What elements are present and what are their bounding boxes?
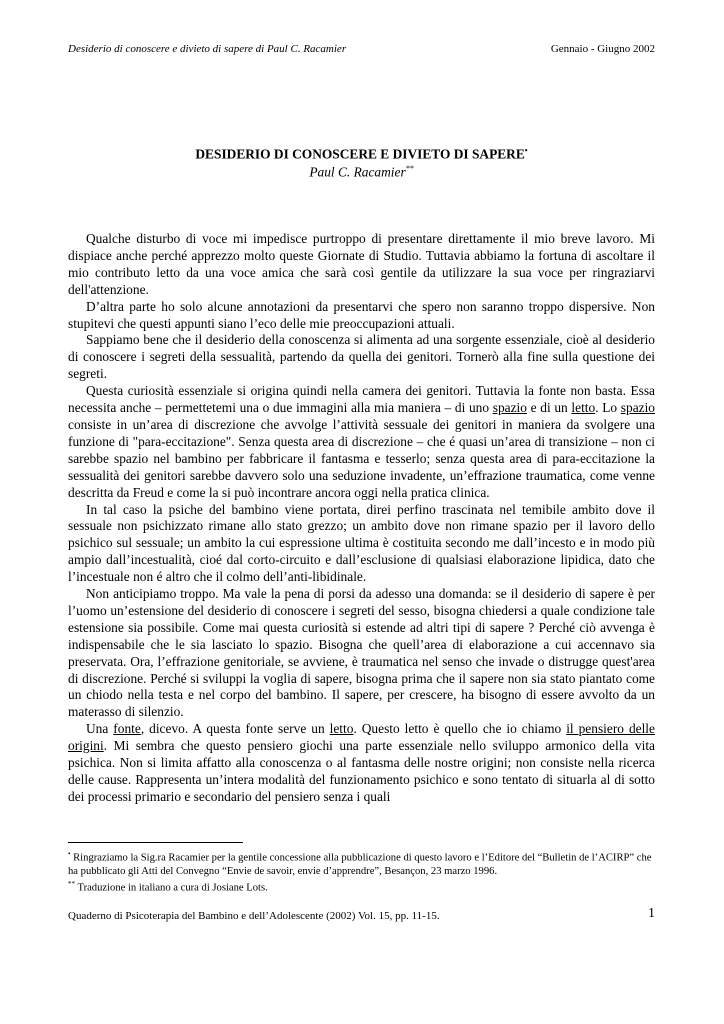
paragraph-5: In tal caso la psiche del bambino viene portata, direi perfino trascinata nel temibile ambito dove il sessuale non psichizzato rimane allo stato grezzo; un ambito dove non rimane spazio per il lavoro dello psichico sul sessuale; un ambito la cui espressione ultima è costituita secondo me dall’incesto e in modo più ampio dall’incestualità, cioé dal corto-circuito e dall’esclusione di qualsiasi elaborazione lipidica, dato che l’incestuale non é altro che il colmo dell’anti-libidinale. — [68, 501, 655, 585]
running-header — [68, 43, 655, 55]
header-title: Desiderio di conoscere e divieto di sapere di Paul C. Racamier — [68, 43, 347, 55]
paragraph-6: Non anticipiamo troppo. Ma vale la pena di porsi da adesso una domanda: se il desiderio di sapere è per l’uomo un’estensione del desiderio di conoscere i segreti del sesso, bisogna chiedersi a quale condizione tale estensione sia possibile. Come mai questa curiosità si estende ad altri tipi di sapere ? Perché ciò avvenga è indispensabile che le sia lasciato lo spazio. Bisogna che quell’area di elaborazione a cui accennavo sia preservata. Ora, l’effrazione genitoriale, se avviene, è traumatica nel senso che invade o distrugge quest'area di discrezione. Perché si sviluppi la voglia di sapere, bisogna prima che il sapere non sia stato piantato come un chiodo nella testa e nel corpo del bambino. Il sapere, per crescere, ha bisogno di essere avvolto da un materasso di silenzio. — [68, 586, 655, 720]
page-number: 1 — [648, 906, 655, 921]
footnote-1-mark: • — [68, 850, 71, 858]
running-footer — [68, 906, 655, 922]
article-title-text: DESIDERIO DI CONOSCERE E DIVIETO DI SAPERE — [195, 146, 525, 162]
header-date: Gennaio - Giugno 2002 — [550, 43, 655, 55]
paragraph-4-text-b: e di un — [526, 400, 572, 416]
article-title — [68, 146, 655, 162]
underlined-spazio: spazio — [492, 400, 527, 416]
footnotes — [68, 848, 655, 894]
footnote-2 — [68, 878, 655, 895]
paragraph-3: Sappiamo bene che il desiderio della conoscenza si alimenta ad una sorgente essenziale, cioè al desiderio di conoscere i segreti della sessualità, partendo da quella dei genitori. Tornerò alla fine sulla questione dei segreti. — [68, 332, 655, 382]
paragraph-1: Qualche disturbo di voce mi impedisce purtroppo di presentare direttamente il mio breve lavoro. Mi dispiace anche perché apprezzo molto queste Giornate di Studio. Tuttavia abbiamo la fortuna di ascoltare il mio contributo letto da una voce amica che sarà così gentile da utilizzare la sua voce per ringraziarvi dell'attenzione. — [68, 231, 655, 297]
author-footnote-mark: ** — [405, 164, 414, 173]
paragraph-7-text-c: . Questo letto è quello che io chiamo — [353, 721, 567, 737]
paragraph-2: D’altra parte ho solo alcune annotazioni da presentarvi che spero non saranno troppo dispersive. Non stupitevi che questi appunti siano l’eco delle mie preoccupazioni attuali. — [68, 298, 655, 331]
paragraph-4-text-c: . Lo — [595, 400, 621, 416]
paragraph-4-text-d: consiste in un’area di discrezione che avvolge l’attività sessuale dei genitori in maniera da svolgere una funzione di "para-eccitazione". Senza questa area di discrezione – che é quasi un’area di transizione – non ci sarebbe spazio nel bambino per fabbricare il fantasma e tesserlo; senza questa area di para-eccitazione la sessualità dei genitori sarebbe davvero solo una seduzione invadente, un’effrazione traumatica, come venne descritta da Freud e come la si può incontrare ancora oggi nella pratica clinica. — [68, 416, 655, 500]
footnote-separator — [68, 842, 243, 843]
paragraph-7-text-a: Una — [86, 721, 114, 737]
footnote-1-text: Ringraziamo la Sig.ra Racamier per la gentile concessione alla pubblicazione di questo lavoro e l’Editore del “Bulletin de l’ACIRP” che ha pubblicato gli Atti del Convegno “Envie de savoir, envie d’apprendre”, Besançon, 23 marzo 1996. — [68, 852, 652, 877]
paragraph-7 — [68, 721, 655, 806]
title-footnote-mark: • — [524, 146, 528, 155]
footnote-2-mark: ** — [68, 879, 75, 888]
paragraph-4 — [68, 383, 655, 501]
underlined-letto: letto — [571, 400, 596, 416]
article-body — [68, 231, 655, 806]
paragraph-7-text-b: , dicevo. A questa fonte serve un — [140, 721, 330, 737]
underlined-pensiero-origini: il pensiero delle origini — [68, 721, 655, 754]
author-name: Paul C. Racamier — [309, 164, 406, 180]
underlined-fonte: fonte — [113, 721, 141, 737]
underlined-spazio-2: spazio — [620, 400, 656, 416]
footnote-1 — [68, 848, 655, 878]
article-author — [68, 164, 655, 180]
underlined-letto-2: letto — [329, 721, 354, 737]
paragraph-7-text-d: . Mi sembra che questo pensiero giochi una parte essenziale nello sviluppo armonico della vita psichica. Non si limita affatto alla conoscenza o al fantasma delle nostre origini; non consiste nella ricerca delle cause. Rappresenta un’intera modalità del funzionamento psichico e sono tentato di situarla al di sotto dei processi primario e secondario del pensiero senza i quali — [68, 738, 655, 804]
journal-citation: Quaderno di Psicoterapia del Bambino e dell’Adolescente (2002) Vol. 15, pp. 11-15. — [68, 910, 440, 922]
footnote-2-text: Traduzione in italiano a cura di Josiane Lots. — [77, 882, 268, 894]
paragraph-4-text-a: Questa curiosità essenziale si origina quindi nella camera dei genitori. Tuttavia la fonte non basta. Essa necessita anche – permettetemi una o due immagini alla mia maniera – di uno — [68, 383, 655, 416]
